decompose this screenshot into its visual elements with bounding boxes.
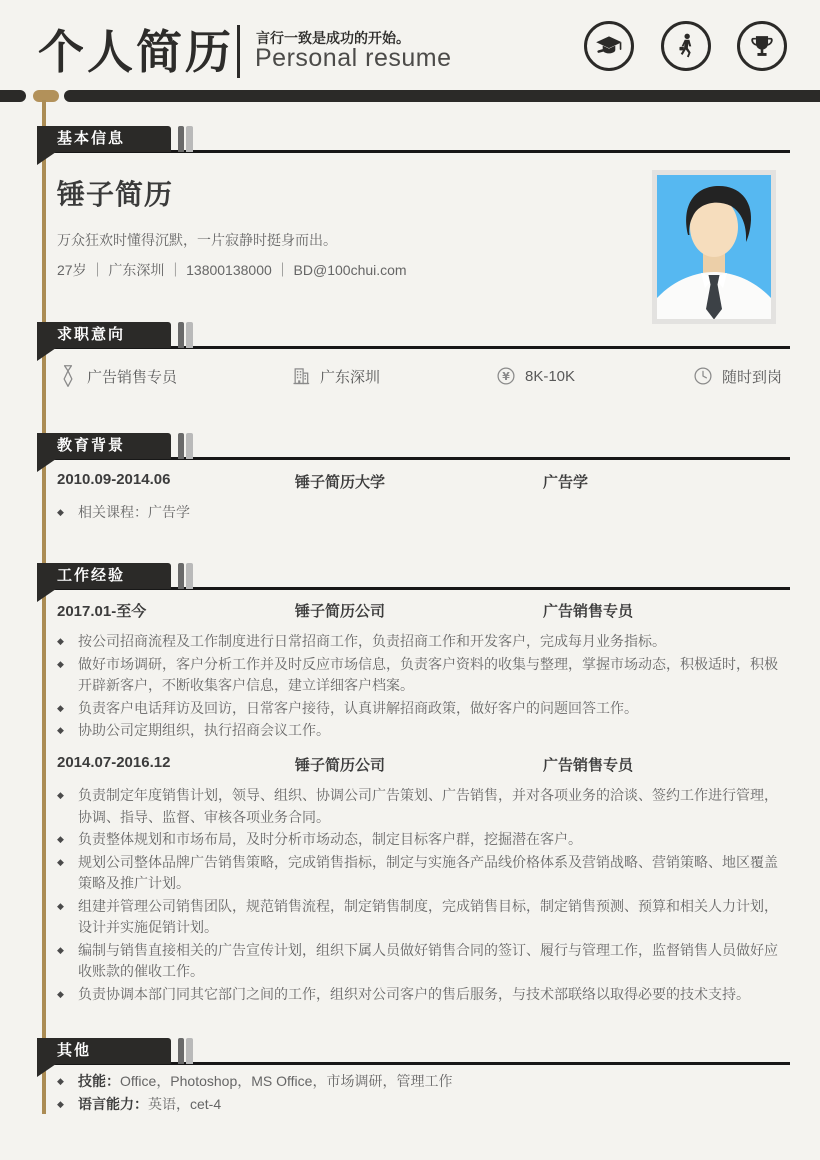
svg-text:¥: ¥ (502, 369, 510, 383)
education-bullets (57, 502, 788, 525)
education-period: 2010.09-2014.06 (57, 471, 171, 488)
intention-city (291, 364, 380, 388)
section-label: 其他 (57, 1042, 92, 1059)
intention-label: 随时到岗 (722, 368, 783, 386)
list-item: ◆ 负责协调本部门同其它部门之间的工作，组织对公司客户的售后服务，与技术部联络以取得必要的技术支持。 (57, 984, 788, 1006)
section-flag (37, 322, 171, 348)
diamond-bullet-icon: ◆ (57, 834, 64, 844)
list-item: ◆ 按公司招商流程及工作制度进行日常招商工作，负责招商工作和开发客户，完成每月业务指标。 (57, 631, 788, 653)
candidate-contact-line: 27岁 ｜ 广东深圳 ｜ 13800138000 ｜ BD@100chui.com (57, 262, 407, 278)
section-flag (37, 433, 171, 459)
diamond-bullet-icon: ◆ (57, 702, 64, 713)
intention-label: 8K-10K (525, 367, 576, 385)
section-header-work (0, 563, 820, 603)
language-label: 语言能力： (78, 1095, 148, 1112)
flag-accent-strip (178, 563, 184, 589)
intention-salary (496, 364, 575, 388)
flag-accent-strip (178, 322, 184, 348)
flag-accent-strip (178, 126, 184, 152)
diamond-bullet-icon: ◆ (57, 725, 64, 735)
list-item: ◆ 协助公司定期组织，执行招商会议工作。 (57, 720, 788, 742)
section-flag (37, 1038, 171, 1064)
avatar (657, 175, 771, 319)
job-period: 2017.01-至今 (57, 603, 147, 620)
list-item (57, 1071, 788, 1093)
diamond-bullet-icon: ◆ (57, 1098, 64, 1109)
building-icon (291, 364, 311, 388)
section-label: 基本信息 (57, 130, 126, 147)
flag-accent-strip (178, 433, 184, 459)
candidate-name: 锤子简历 (57, 179, 174, 210)
yen-icon (496, 364, 516, 388)
job-company: 锤子简历公司 (295, 757, 386, 774)
topbar-gold-pill (33, 90, 59, 102)
header-divider (237, 25, 240, 78)
flag-accent-strip (186, 433, 193, 459)
skill-label: 技能： (78, 1073, 120, 1089)
page-title: 个人简历 (38, 26, 234, 78)
tie-icon (58, 364, 78, 388)
topbar-segment-right (64, 90, 820, 102)
list-item: ◆ 做好市场调研，客户分析工作并及时反应市场信息，负责客户资料的收集与整理，掌握市场动态，积极适时，积极开辟新客户，不断收集客户信息，建立详细客户档案。 (57, 654, 788, 697)
gold-spine-line (42, 100, 46, 1114)
graduation-cap-icon (584, 21, 634, 71)
candidate-photo (652, 170, 776, 324)
job-company: 锤子简历公司 (295, 603, 386, 620)
diamond-bullet-icon: ◆ (57, 636, 64, 646)
section-flag (37, 563, 171, 589)
flag-accent-strip (186, 1038, 193, 1064)
section-header-basic (0, 126, 820, 166)
diamond-bullet-icon: ◆ (57, 658, 64, 669)
clock-icon (693, 364, 713, 388)
education-major: 广告学 (543, 474, 589, 491)
skill-value: Office，Photoshop，MS Office，市场调研，管理工作 (120, 1073, 453, 1089)
list-item (57, 1094, 788, 1116)
diamond-bullet-icon: ◆ (57, 900, 64, 911)
job-bullets (57, 631, 788, 743)
list-item: ◆ 负责整体规划和市场布局，及时分析市场动态，制定目标客户群，挖掘潜在客户。 (57, 829, 788, 851)
section-label: 教育背景 (57, 437, 126, 454)
trophy-icon (737, 21, 787, 71)
education-school: 锤子简历大学 (295, 474, 386, 491)
topbar-segment-left (0, 90, 26, 102)
job-title: 广告销售专员 (543, 757, 634, 774)
list-item: ◆ 负责客户电话拜访及回访，日常客户接待，认真讲解招商政策，做好客户的问题回答工作。 (57, 698, 788, 720)
flag-accent-strip (186, 322, 193, 348)
list-item: ◆ 负责制定年度销售计划，领导、组织、协调公司广告策划、广告销售，并对各项业务的洽谈、签约工作进行管理，协调、指导、监督、审核各项业务合同。 (57, 785, 788, 828)
job-bullets (57, 785, 788, 1006)
section-header-intention (0, 322, 820, 362)
diamond-bullet-icon: ◆ (57, 790, 64, 800)
section-flag (37, 126, 171, 152)
list-item: ◆ 编制与销售直接相关的广告宣传计划，组织下属人员做好销售合同的签订、履行与管理工作，监督销售人员做好应收账款的催收工作。 (57, 940, 788, 983)
section-label: 工作经验 (57, 567, 126, 584)
intention-label: 广告销售专员 (87, 368, 178, 386)
header-subtitle: Personal resume (255, 44, 452, 72)
job-header-row (57, 600, 790, 621)
language-value: 英语，cet-4 (148, 1095, 222, 1112)
section-header-education (0, 433, 820, 473)
flag-accent-strip (186, 126, 193, 152)
header-slogan: 言行一致是成功的开始。 (256, 30, 410, 46)
intention-label: 广东深圳 (320, 368, 381, 386)
diamond-bullet-icon: ◆ (57, 507, 64, 517)
list-item: ◆ 组建并管理公司销售团队，规范销售流程，制定销售制度，完成销售目标，制定销售预测、预算和相关人力计划，设计并实施促销计划。 (57, 896, 788, 939)
job-header-row (57, 754, 790, 775)
list-item: ◆ 相关课程：广告学 (57, 502, 788, 524)
education-row (57, 471, 790, 492)
diamond-bullet-icon: ◆ (57, 944, 64, 955)
flag-accent-strip (186, 563, 193, 589)
job-period: 2014.07-2016.12 (57, 754, 171, 771)
diamond-bullet-icon: ◆ (57, 988, 64, 999)
job-title: 广告销售专员 (543, 603, 634, 620)
diamond-bullet-icon: ◆ (57, 856, 64, 867)
walking-businessman-icon (661, 21, 711, 71)
intention-availability (693, 364, 782, 388)
diamond-bullet-icon: ◆ (57, 1076, 64, 1086)
section-label: 求职意向 (57, 326, 126, 343)
list-item: ◆ 规划公司整体品牌广告销售策略，完成销售指标，制定与实施各产品线价格体系及营销战略、营销策略、地区覆盖策略及推广计划。 (57, 852, 788, 895)
candidate-motto: 万众狂欢时懂得沉默，一片寂静时挺身而出。 (57, 232, 337, 248)
intention-position (58, 364, 177, 388)
other-bullets (57, 1071, 788, 1116)
flag-accent-strip (178, 1038, 184, 1064)
